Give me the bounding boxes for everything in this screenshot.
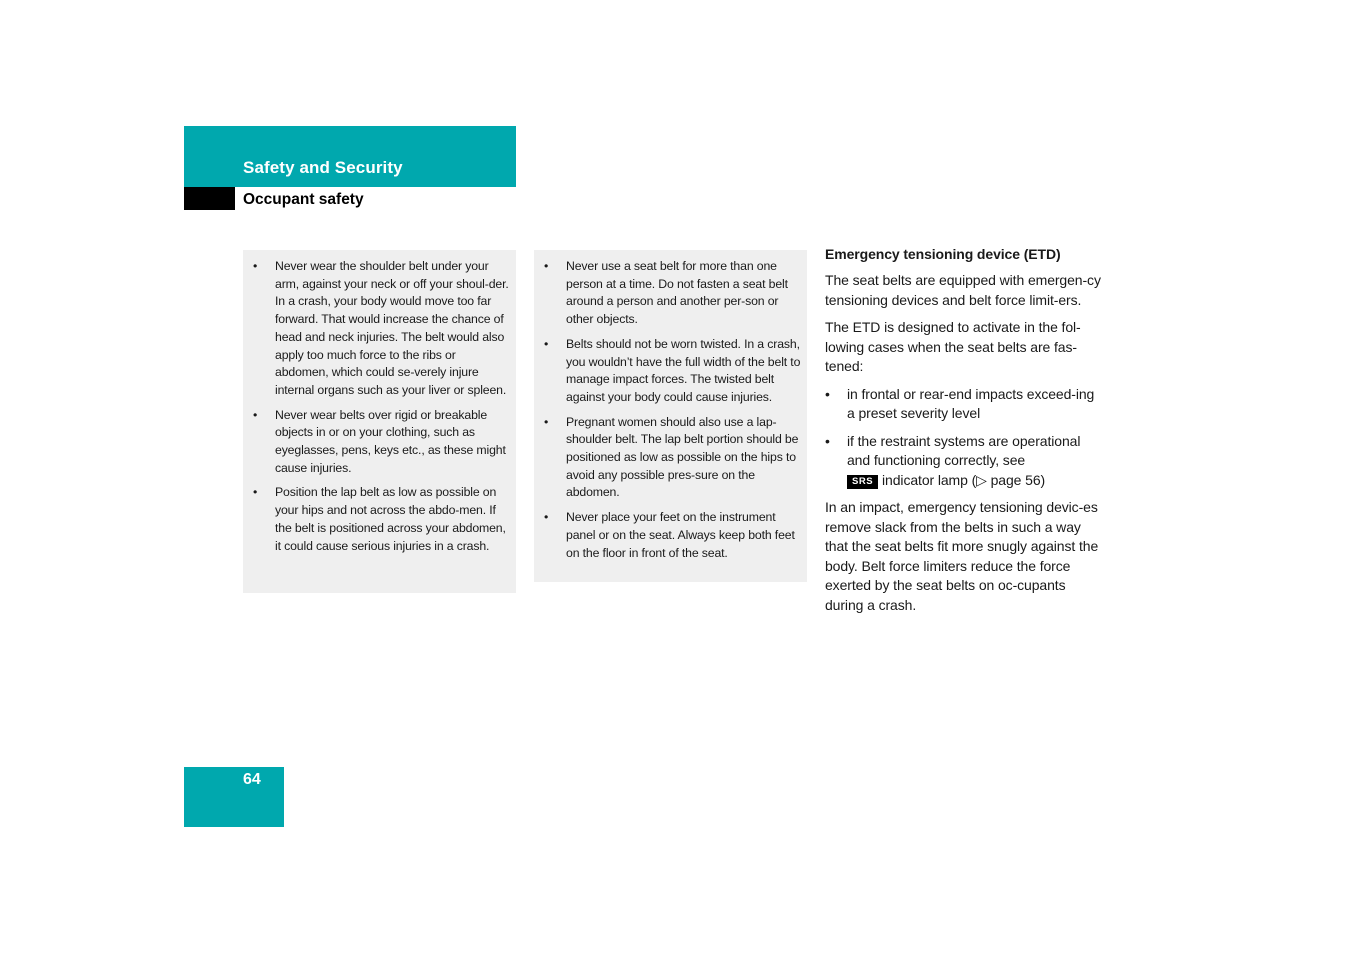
etd-paragraph-2: The ETD is designed to activate in the fol-lowing cases when the seat belts are fas-tened:: [825, 319, 1081, 374]
etd-heading: Emergency tensioning device (ETD): [825, 246, 1061, 262]
list-item: • Position the lap belt as low as possible on your hips and not across the abdo-men. If the belt is positioned across your abdomen, it could cause serious injuries in a crash.: [253, 485, 506, 553]
list-item: • in frontal or rear-end impacts exceed-ing a preset severity level: [825, 385, 1095, 421]
etd-paragraph-1: The seat belts are equipped with emergen-cy tensioning devices and belt force limit-ers.: [825, 272, 1101, 308]
bullet-icon: •: [253, 259, 258, 273]
etd-section: [825, 244, 1105, 623]
list-item: • if the restraint systems are operational and functioning correctly, see SRS indicator lamp (▷ page 56): [825, 432, 1081, 488]
etd-case-list: [825, 385, 1105, 491]
etd-paragraph-3: In an impact, emergency tensioning devic-es remove slack from the belts in such a way that the seat belts fit more snugly against the body. Belt force limiters reduce the force exerted by the seat belts on oc-cupants during a crash.: [825, 499, 1099, 613]
page-number-box: [184, 767, 284, 827]
warning-box-left: [243, 250, 516, 593]
list-item: • Never wear the shoulder belt under your arm, against your neck or off your shoul-der. In a crash, your body would move too far forward. That would increase the chance of head and neck injuries. The belt would also apply too much force to the ribs or abdomen, which could se-verely injure internal organs such as your liver or spleen.: [253, 259, 509, 397]
warning-list-middle: [544, 258, 801, 562]
bullet-icon: •: [825, 432, 830, 449]
list-item: • Never place your feet on the instrument panel or on the seat. Always keep both feet on the floor in front of the seat.: [544, 510, 795, 560]
bullet-icon: •: [825, 385, 830, 402]
section-marker-tab: [184, 187, 235, 210]
srs-indicator-icon: SRS: [847, 475, 878, 489]
list-item: • Never wear belts over rigid or breakable objects in or on your clothing, such as eyeglasses, pens, keys etc., as these might cause injuries.: [253, 407, 506, 475]
bullet-icon: •: [544, 414, 549, 429]
page-reference: indicator lamp (▷ page 56): [882, 471, 1046, 488]
warning-box-middle: [534, 250, 807, 582]
list-item: • Belts should not be worn twisted. In a crash, you wouldn’t have the full width of the belt to manage impact forces. The twisted belt against your body could cause injuries.: [544, 336, 801, 404]
page-number: 64: [243, 771, 261, 788]
warning-list-left: [253, 258, 510, 555]
list-item: • Pregnant women should also use a lap-shoulder belt. The lap belt portion should be positioned as low as possible on the hips to avoid any possible pres-sure on the abdomen.: [544, 414, 799, 500]
bullet-icon: •: [253, 407, 258, 422]
bullet-icon: •: [544, 336, 549, 351]
bullet-icon: •: [253, 485, 258, 500]
subsection-title: Occupant safety: [243, 191, 364, 208]
list-item: • Never use a seat belt for more than one person at a time. Do not fasten a seat belt around a person and another per-son or other objects.: [544, 259, 788, 327]
section-title: Safety and Security: [243, 158, 403, 177]
bullet-icon: •: [544, 510, 549, 525]
bullet-icon: •: [544, 259, 549, 273]
